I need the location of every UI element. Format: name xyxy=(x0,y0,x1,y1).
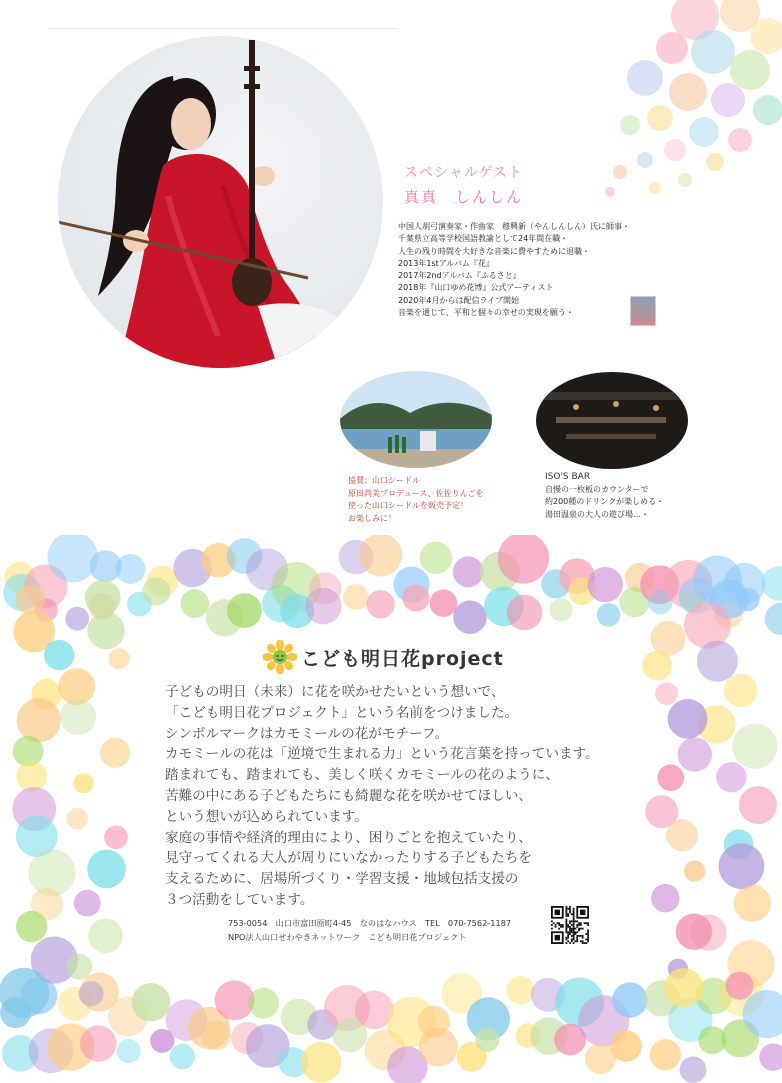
organization-line: NPO法人山口せわやきネットワーク こども明日花プロジェクト xyxy=(228,932,467,942)
watercolor-bubbles-decoration xyxy=(600,0,782,210)
bio-line: 2018年『山口ゆめ花博』公式アーティスト xyxy=(398,283,554,293)
small-thumbnail-image xyxy=(630,296,656,326)
bar-caption xyxy=(545,471,745,521)
caption-line: お楽しみに！ xyxy=(348,513,396,523)
description-line: 踏まれても、踏まれても、美しく咲くカモミールの花のように、 xyxy=(165,767,559,784)
project-description xyxy=(165,682,635,911)
caption-line: 湯田温泉の大人の遊び場…・ xyxy=(545,509,649,519)
caption-line: 約200種のドリンクが楽しめる・ xyxy=(545,497,665,506)
guest-name: 真真 しんしん xyxy=(404,188,524,206)
guest-portrait-photo xyxy=(58,36,383,368)
description-line: 見守ってくれる大人が周りにいなかったりする子どもたちを xyxy=(165,850,533,867)
bio-line: 2013年1stアルバム『花』 xyxy=(398,258,494,268)
bio-line: 人生の残り時間を大好きな音楽に費やすために退職・ xyxy=(398,246,590,256)
bio-line: 中国人胡弓演奏家・作曲家 穆興新（やんしんしん）氏に師事・ xyxy=(398,222,630,231)
qr-code[interactable] xyxy=(551,906,589,944)
description-line: ３つ活動をしています。 xyxy=(165,891,314,908)
bio-line: 2020年4月からは配信ライブ開始 xyxy=(398,295,519,305)
description-line: 家庭の事情や経済的理由により、困りごとを抱えていたり、 xyxy=(165,829,533,846)
cider-sponsor-caption xyxy=(348,475,538,525)
project-name: こども明日花project xyxy=(301,648,504,670)
description-line: 支えるために、居場所づくり・学習支援・地域包括支援の xyxy=(165,871,519,888)
caption-line: 原田尚美プロデュース、佐佐りんごを xyxy=(348,488,484,498)
description-line: という想いが込められています。 xyxy=(165,808,368,825)
seaside-cider-photo xyxy=(340,371,492,468)
description-line: 苦難の中にある子どもたちにも綺麗な花を咲かせてほしい、 xyxy=(165,787,533,804)
description-line: 「こども明日花プロジェクト」という名前をつけました。 xyxy=(165,704,519,721)
bar-title: ISO'S BAR xyxy=(545,472,591,482)
chamomile-flower-icon xyxy=(263,640,297,674)
bio-line: 2017年2ndアルバム『ふるさと』 xyxy=(398,271,521,281)
description-line: 子どもの明日（未来）に花を咲かせたいという想いで、 xyxy=(165,684,505,700)
caption-line: 協賛：山口シードル xyxy=(348,476,420,485)
description-line: カモミールの花は「逆境で生まれる力」という花言葉を持っています。 xyxy=(165,746,599,763)
caption-line: 自慢の一枚板のカウンターで xyxy=(545,484,649,494)
caption-line: 使った山口シードルを販売予定！ xyxy=(348,501,468,510)
address-line: 753-0054 山口市富田原町4-45 なのはなハウス TEL 070-7562-1187 xyxy=(228,918,512,928)
iso-bar-interior-photo xyxy=(536,372,688,469)
top-divider xyxy=(48,28,398,29)
bio-line: 千葉県立高等学校国語教諭として24年間在職・ xyxy=(398,234,569,244)
bio-line: 音楽を通じて、平和と個々の幸せの実現を願う・ xyxy=(398,308,574,318)
contact-info xyxy=(228,916,511,944)
guest-biography xyxy=(398,221,630,319)
special-guest-label: スペシャルゲスト xyxy=(404,165,523,181)
description-line: シンボルマークはカモミールの花がモチーフ。 xyxy=(165,725,449,742)
